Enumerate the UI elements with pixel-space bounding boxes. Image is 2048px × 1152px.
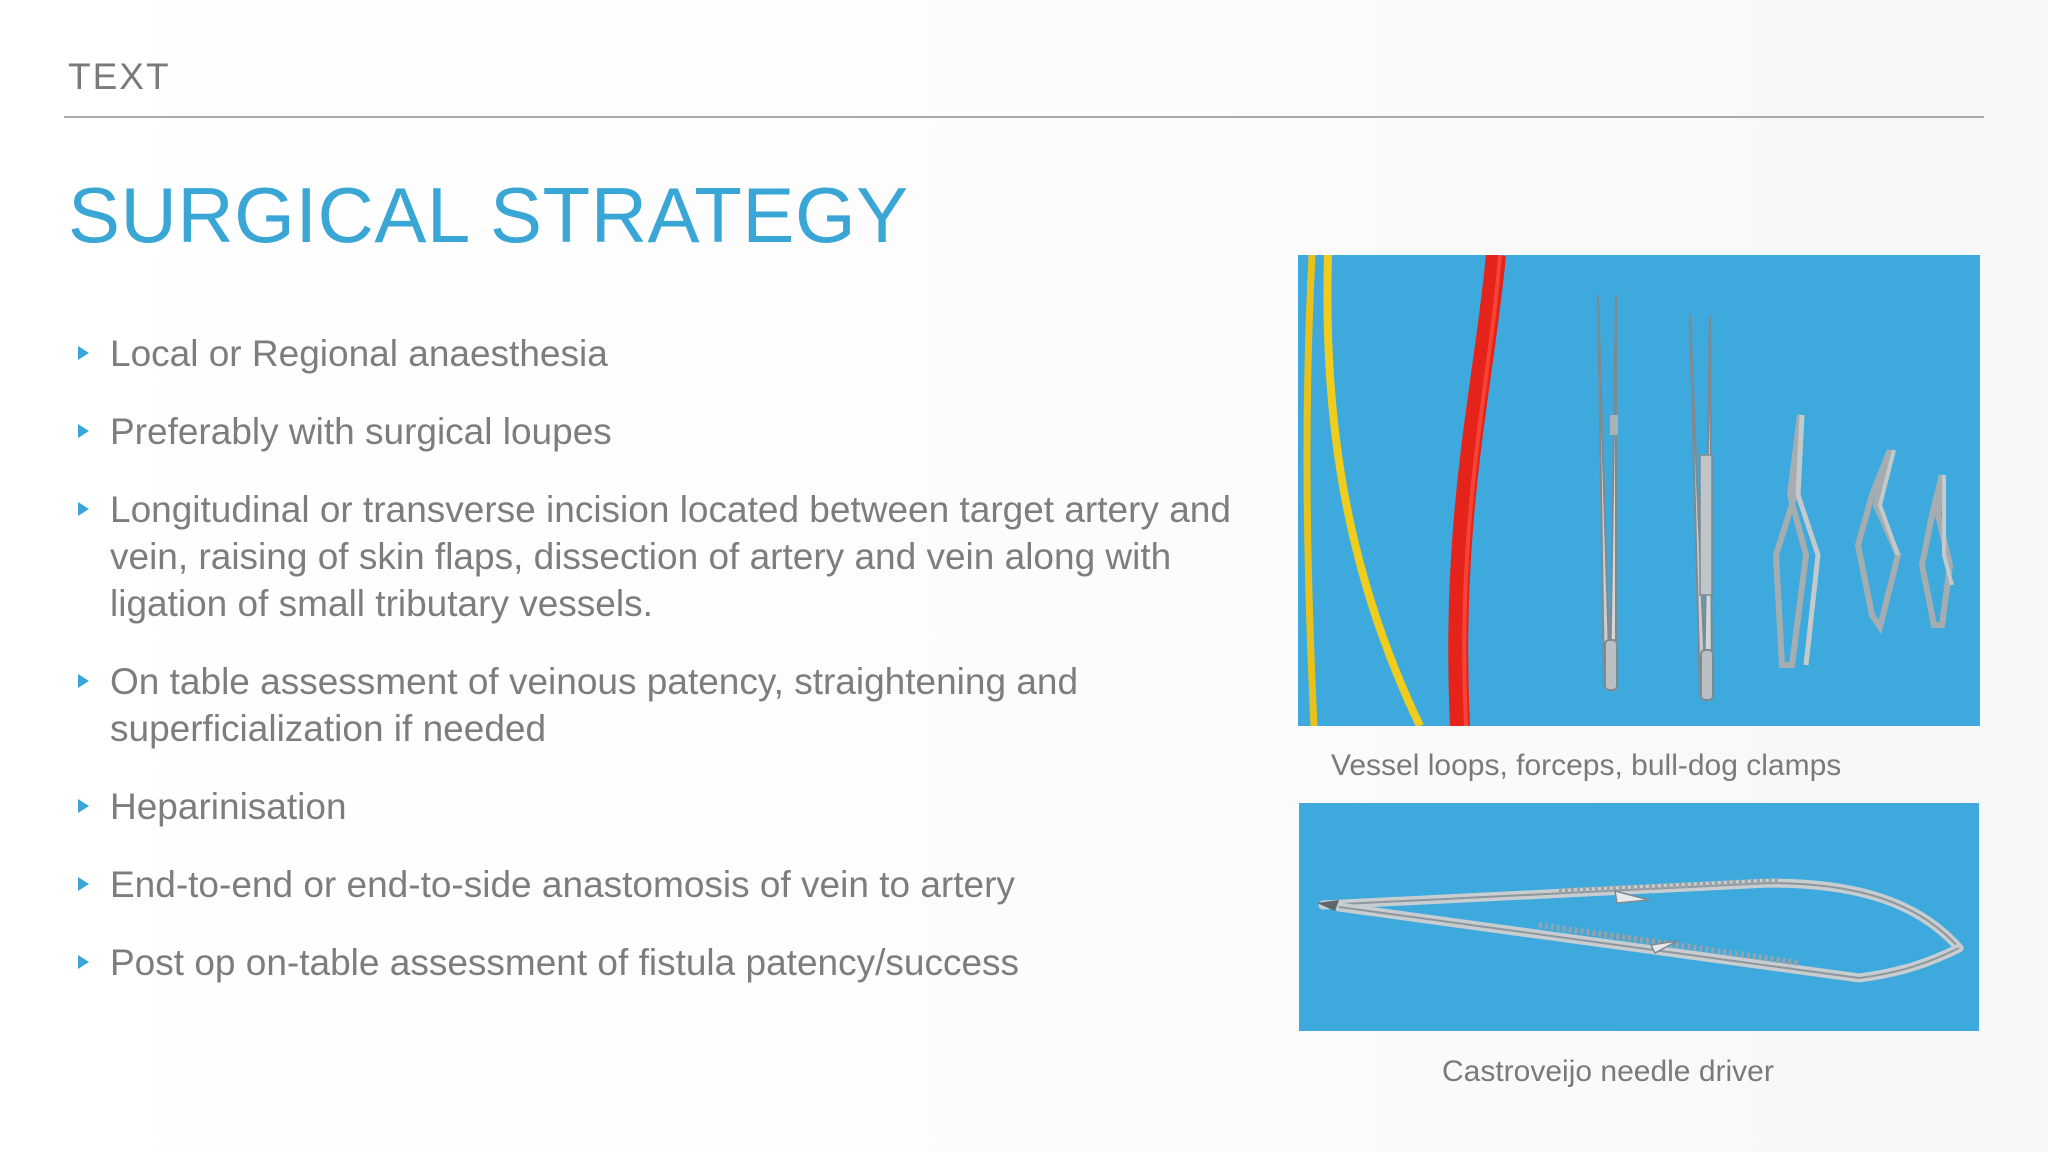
header-divider	[64, 116, 1984, 118]
bullet-arrow-icon	[78, 877, 89, 891]
needle-driver-illustration	[1299, 803, 1979, 1031]
bullet-arrow-icon	[78, 674, 89, 688]
needle-driver-photo	[1299, 803, 1979, 1031]
bullet-text: Local or Regional anaesthesia	[110, 333, 608, 374]
bullet-item	[76, 330, 1256, 377]
instruments-photo	[1298, 255, 1980, 726]
bullet-text: End-to-end or end-to-side anastomosis of vein to artery	[110, 864, 1015, 905]
bullet-text: Longitudinal or transverse incision located between target artery and vein, raising of skin flaps, dissection of artery and vein along with ligation of small tributary vessels.	[110, 489, 1231, 624]
figure-caption: Vessel loops, forceps, bull-dog clamps	[1331, 749, 1842, 782]
instruments-illustration	[1298, 255, 1980, 726]
bullet-text: Preferably with surgical loupes	[110, 411, 612, 452]
bullet-item	[76, 658, 1256, 752]
slide-title: SURGICAL STRATEGY	[68, 171, 909, 259]
bullet-item	[76, 486, 1256, 627]
bullet-arrow-icon	[78, 424, 89, 438]
bullet-item	[76, 408, 1256, 455]
section-label: TEXT	[68, 56, 171, 97]
bullet-arrow-icon	[78, 955, 89, 969]
bullet-item	[76, 783, 1256, 830]
bullet-arrow-icon	[78, 502, 89, 516]
bullet-text: Post op on-table assessment of fistula patency/success	[110, 942, 1020, 983]
bullet-arrow-icon	[78, 799, 89, 813]
bullet-item	[76, 861, 1256, 908]
bullet-list	[76, 330, 1256, 1017]
bullet-text: Heparinisation	[110, 786, 347, 827]
bullet-text: On table assessment of veinous patency, straightening and superficialization if needed	[110, 661, 1079, 749]
figure-caption: Castroveijo needle driver	[1442, 1055, 1774, 1088]
bullet-item	[76, 939, 1256, 986]
bullet-arrow-icon	[78, 346, 89, 360]
